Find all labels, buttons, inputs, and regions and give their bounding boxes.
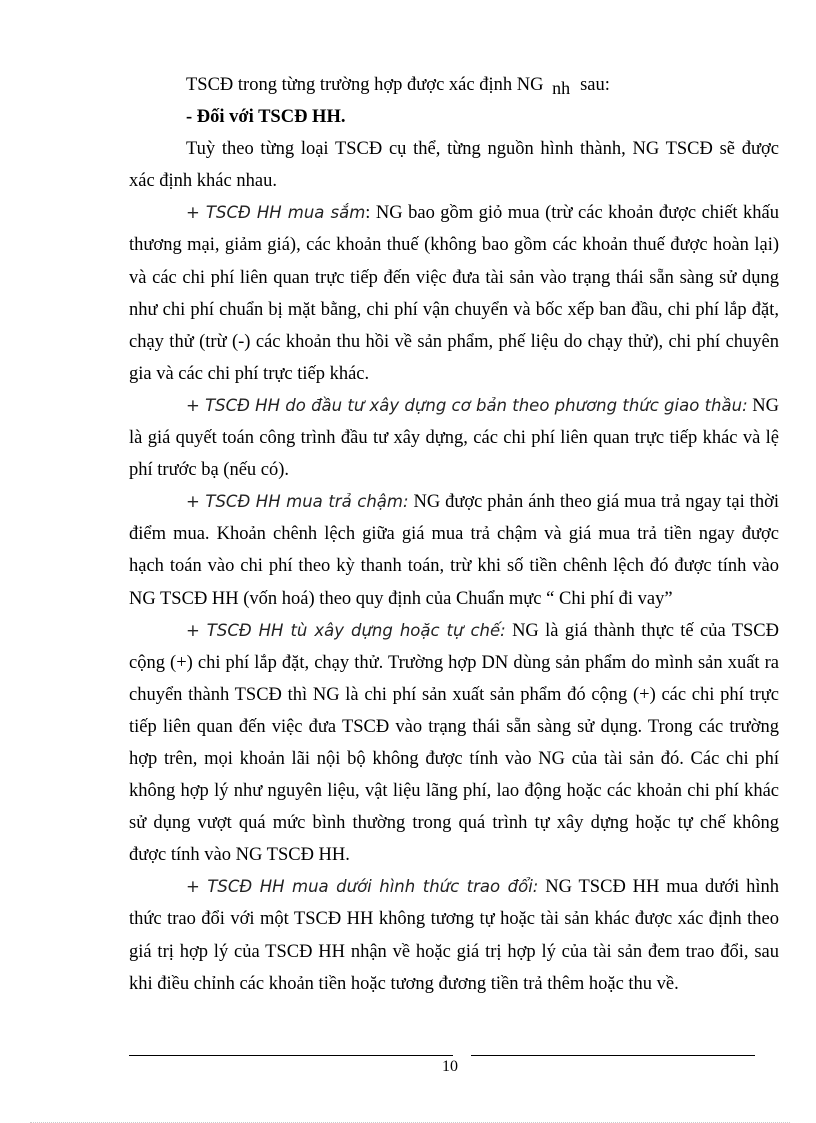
construction-lead: + TSCĐ HH do đầu tư xây dựng cơ bản theo phương thức giao thầu: [186,395,748,415]
construction-text: NG là giá quyết toán công trình đầu tư xây dựng, các chi phí liên quan trực tiếp khác và lệ phí trước bạ (nếu có). [129,395,779,481]
body-text [129,68,779,1000]
intro-text: TSCĐ trong từng trường hợp được xác định NG [186,75,549,95]
paragraph-deferred [129,486,779,614]
purchase-text: : NG bao gồm giỏ mua (trừ các khoản được chiết khấu thương mại, giảm giá), các khoản thuế (không bao gồm các khoản thuế được hoàn lại) và các chi phí liên quan trực tiếp đến việc đưa tài sản vào trạng thái sẵn sàng sử dụng như chi phí chuẩn bị mặt bằng, chi phí vận chuyển và bốc xếp ban đầu, chi phí lắp đặt, chạy thử (trừ (-) các khoản thu hồi về sản phẩm, phế liệu do chạy thử), chi phí chuyên gia và các chi phí trực tiếp khác. [129,203,779,384]
paragraph-intro [129,68,779,101]
paragraph-overview: Tuỳ theo từng loại TSCĐ cụ thể, từng nguồn hình thành, NG TSCĐ sẽ được xác định khác nhau. [129,139,779,192]
paragraph-purchase [129,197,779,390]
self-built-text: NG là giá thành thực tế của TSCĐ cộng (+) chi phí lắp đặt, chạy thử. Trường hợp DN dùng sản phẩm do mình sản xuất ra chuyển thành TSCĐ thì NG là chi phí sản xuất sản phẩm đó cộng (+) các chi phí trực tiếp liên quan đến việc đưa TSCĐ vào trạng thái sẵn sàng sử dụng. Trong các trường hợp trên, mọi khoản lãi nội bộ không được tính vào NG của tài sản đó. Các chi phí không hợp lý như nguyên liệu, vật liệu lãng phí, lao động hoặc các khoản chi phí khác sử dụng vượt quá mức bình thường trong quá trình tự xây dựng hoặc tự chế không được tính vào NG TSCĐ HH. [129,620,779,866]
paragraph-construction [129,390,779,486]
footer-rule-left [129,1055,453,1056]
deferred-text: NG được phản ánh theo giá mua trả ngay tại thời điểm mua. Khoản chênh lệch giữa giá mua trả chậm và giá mua trả tiền ngay được hạch toán vào chi phí theo kỳ thanh toán, trừ khi số tiền chênh lệch đó được tính vào NG TSCĐ HH (vốn hoá) theo quy định của Chuẩn mực “ Chi phí đi vay” [129,492,779,609]
paragraph-self-built [129,615,779,872]
exchange-text: NG TSCĐ HH mua dưới hình thức trao đổi với một TSCĐ HH không tương tự hoặc tài sản khác được xác định theo giá trị hợp lý của TSCĐ HH nhận về hoặc giá trị hợp lý của tài sản đem trao đổi, sau khi điều chỉnh các khoản tiền hoặc tương đương tiền trả thêm hoặc thu về. [129,877,779,994]
deferred-lead: + TSCĐ HH mua trả chậm: [186,492,409,512]
page-number: 10 [442,1058,458,1075]
paragraph-exchange [129,871,779,999]
footer-rule-right [471,1055,755,1056]
intro-subscript: nh [552,78,571,98]
section-heading: - Đối với TSCĐ HH. [186,107,346,128]
exchange-lead: + TSCĐ HH mua dưới hình thức trao đổi: [186,877,539,897]
self-built-lead: + TSCĐ HH tù xây dựng hoặc tự chế: [186,620,506,640]
purchase-lead: + TSCĐ HH mua sắm [186,203,366,223]
intro-tail: sau: [580,75,610,95]
